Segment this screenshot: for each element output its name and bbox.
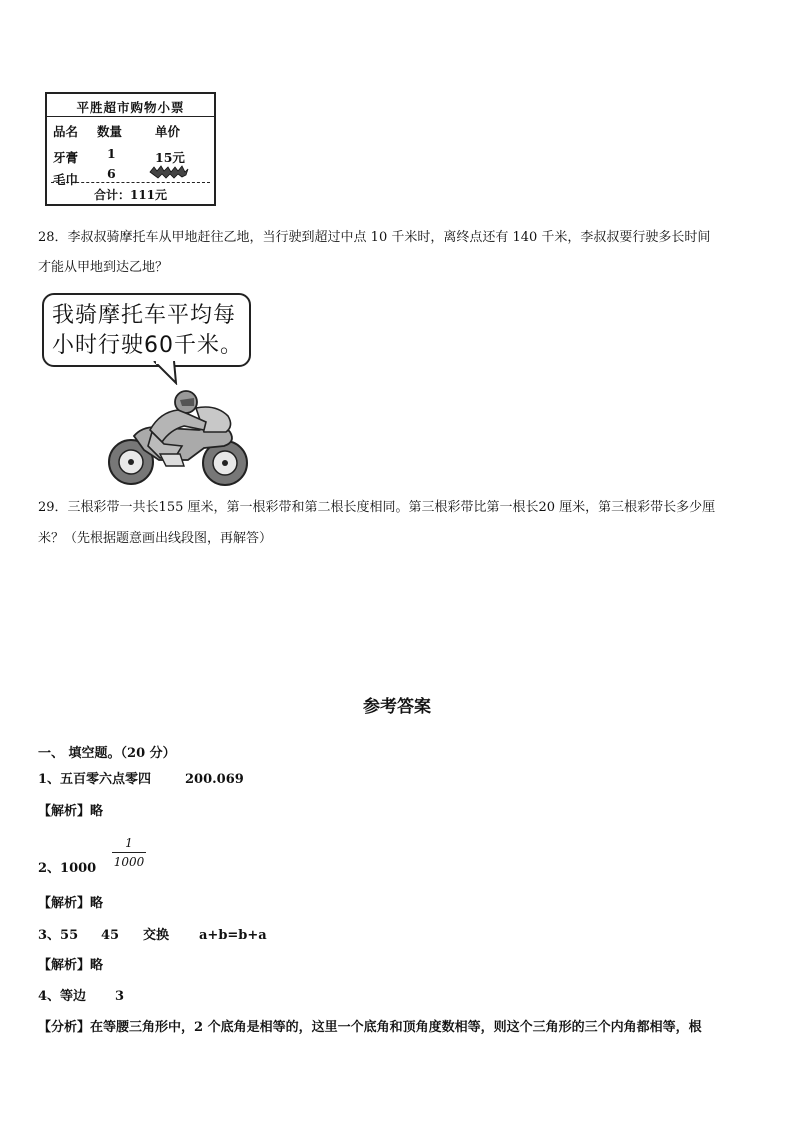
fraction-bar [112,852,146,853]
motorcycle-rider-icon [104,386,254,488]
receipt-image [45,92,216,206]
speech-line-1: 我骑摩托车平均每 [52,303,237,328]
receipt-row-price: 15元 [155,150,185,165]
answers-title: 参考答案 [363,697,431,717]
fraction-denominator: 1000 [113,855,145,869]
question-29-line2: 米？（先根据题意画出线段图，再解答） [38,531,273,546]
receipt-row-name: 牙膏 [53,150,79,165]
question-29-line1: 29．三根彩带一共长155 厘米，第一根彩带和第二根长度相同。第三根彩带比第一根长20 厘米，第三根彩带长多少厘 [38,500,716,515]
speech-bubble-tail [150,361,190,385]
receipt-row-name: 毛巾 [53,172,79,187]
price-smudge-icon [148,165,190,179]
answer-3-value-2: 交换 [143,928,170,943]
answer-1-jiexi: 【解析】略 [38,804,104,819]
question-28-line2: 才能从甲地到达乙地？ [38,260,169,275]
fraction-numerator: 1 [125,836,133,850]
answer-1-number: 1、五百零六点零四 [38,772,152,787]
answer-2-jiexi: 【解析】略 [38,896,104,911]
speech-bubble-text [52,301,243,361]
receipt-total: 合计：111元 [93,188,168,202]
answer-3-value-1: 45 [101,928,120,943]
receipt-dashed-line [51,182,210,183]
receipt-header-qty: 数量 [97,124,123,139]
section-heading: 一、 填空题。（20 分） [38,746,176,761]
answer-3-value-3: a+b=b+a [199,928,267,943]
answer-1-value: 200.069 [185,772,244,787]
question-28-line1: 28．李叔叔骑摩托车从甲地赶往乙地，当行驶到超过中点 10 千米时，离终点还有 140 千米，李叔叔要行驶多长时间 [38,230,711,245]
receipt-header-name: 品名 [53,124,79,139]
speech-bubble [42,293,251,367]
answer-3-jiexi: 【解析】略 [38,958,104,973]
answer-4-analysis: 【分析】在等腰三角形中，2 个底角是相等的，这里一个底角和顶角度数相等，则这个三角形的三个内角都相等，根 [38,1020,702,1035]
answer-2-number: 2、1000 [38,861,97,876]
receipt-row-qty: 6 [107,166,116,181]
answer-2-fraction [112,835,146,870]
answer-3-number: 3、55 [38,928,79,943]
receipt-title: 平胜超市购物小票 [76,100,185,115]
answer-4-value: 3 [115,989,125,1004]
receipt-row-qty: 1 [107,146,116,161]
receipt-header-price: 单价 [155,124,181,139]
speech-line-2: 小时行驶60千米。 [52,333,243,358]
answer-4-number: 4、等边 [38,989,87,1004]
receipt-divider [47,116,214,117]
